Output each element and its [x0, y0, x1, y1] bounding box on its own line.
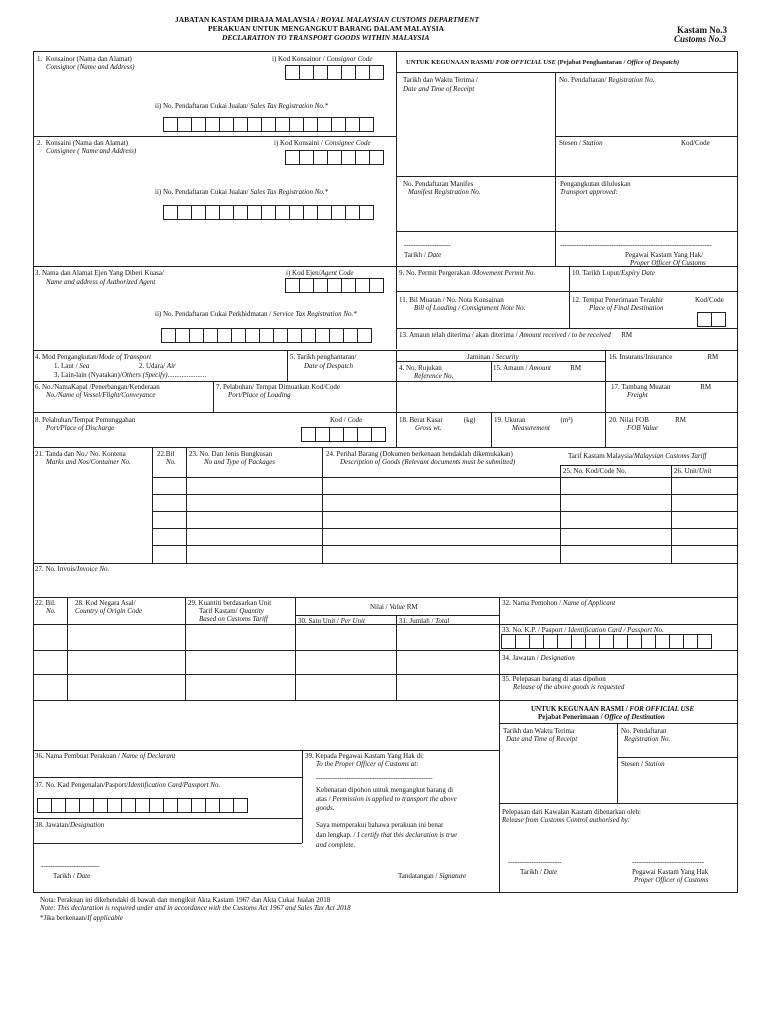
certify-line-1: Saya memperakui bahawa perakuan ini benar — [316, 821, 444, 829]
divider — [396, 72, 738, 73]
divider — [33, 381, 738, 382]
field-1-label-en: Consignor (Name and Address) — [46, 63, 135, 71]
transport-approved-label-en: Transport approved: — [560, 188, 618, 196]
consignor-tax-label: ii) No. Pendaftaran Cukai Jualan/ Sales Tax Registration No.* — [155, 102, 329, 110]
field-28-label: 28. Kod Negara Asal/ — [75, 599, 136, 607]
field-4b-label: 4. No. Rujukan — [399, 364, 442, 372]
field-38-label: 38. Jawatan/Designation — [35, 821, 105, 829]
divider — [671, 465, 672, 563]
field-39-label: 39. Kepada Pegawai Kastam Yang Hak di: — [305, 752, 424, 760]
consignor-tax-boxes[interactable] — [164, 117, 374, 132]
field-16-label: 16. Insurans/Insurance RM — [609, 353, 719, 361]
field-12-label-en: Place of Final Destination — [589, 304, 664, 312]
official2-release-label: Pelepasan dari Kawalan Kastam dibenarkan oleh: — [502, 808, 641, 816]
consignee-code-label: i) Kod Konsaini / Consignee Code — [274, 139, 371, 147]
divider — [152, 511, 738, 512]
field-8-label: 8. Pelabuhan/Tempat Pemunggahan — [35, 416, 136, 424]
field-29-label: 29. Kuantiti berdasarkan Unit — [188, 599, 272, 607]
field-12-label: 12. Tempat Penerimaan Terakhir — [572, 296, 664, 304]
transport-option-other[interactable]: 3. Lain-lain (Nyatakan)/Others (Specify)...................... — [54, 371, 207, 379]
official2-station-label: Stesen / Station — [621, 760, 665, 768]
official-officer-label-en: Proper Officer Of Customs — [630, 259, 706, 267]
field-17-label: 17. Tambang Muatan RM — [611, 383, 712, 391]
receipt-datetime-label-en: Date and Time of Receipt — [403, 85, 475, 93]
divider — [33, 650, 738, 651]
declarant-date-label: Tarikh / Date — [53, 872, 91, 880]
divider — [33, 624, 738, 625]
divider — [302, 750, 303, 843]
field-8-code-label: Kod / Code — [330, 416, 363, 424]
official-officer-dashes: ----------------------------------------------------------------- — [560, 241, 712, 249]
signature-label: Tandatangan / Signature — [398, 872, 467, 880]
field-17-label-en: Freight — [627, 391, 648, 399]
divider — [499, 723, 738, 724]
field-24-label-en: Description of Goods (Relevant documents must be submitted) — [340, 458, 516, 466]
divider — [152, 545, 738, 546]
divider — [33, 412, 738, 413]
divider — [33, 750, 499, 751]
divider — [185, 597, 186, 700]
field-25-label: 25. No. Kod/Code No. — [563, 467, 627, 475]
agent-code-label: i) Kod Ejen/Agent Code — [286, 269, 354, 277]
field-27-label: 27. No. Invois/Invoice No. — [35, 565, 110, 573]
official-date-label: Tarikh / Date — [404, 251, 442, 259]
divider — [396, 51, 397, 349]
field-33-label: 33. No. K.P. / Pasport / Identification Card / Passport No. — [502, 626, 664, 634]
header-line-1: JABATAN KASTAM DIRAJA MALAYSIA / ROYAL MALAYSIAN CUSTOMS DEPARTMENT — [175, 15, 480, 24]
field-8-label-en: Port/Place of Discharge — [46, 424, 115, 432]
destination-code-boxes[interactable] — [698, 312, 726, 327]
field-3-label-en: Name and address of Authorized Agent — [46, 278, 156, 286]
field-12-code-label: Kod/Code — [695, 296, 724, 304]
divider — [295, 615, 499, 616]
station-label: Stesen / Station — [559, 139, 603, 147]
field-19-label: 19. Ukuran (m³) — [494, 416, 573, 424]
field-6-label: 6. No./NamaKapal /Penerbangan/Kenderaan — [35, 383, 160, 391]
applicant-ic-boxes[interactable] — [502, 634, 712, 649]
field-2-label-en: Consignee ( Name and Address) — [46, 147, 137, 155]
consignee-tax-label: ii) No. Pendaftaran Cukai Jualan/ Sales Tax Registration No.* — [155, 188, 329, 196]
divider — [33, 447, 738, 448]
field-7-label: 7. Pelabuhan/ Tempat Dimuatkan Kod/Code — [216, 383, 340, 391]
divider — [33, 136, 396, 137]
field-18-label-en: Gross wt. — [415, 424, 442, 432]
official2-datetime-label: Tarikh dan Waktu Terima — [503, 727, 575, 735]
consignor-code-label: i) Kod Konsainor / Consignor Code — [272, 55, 373, 63]
discharge-code-boxes[interactable] — [302, 427, 386, 442]
field-22a-label-en: No. — [166, 458, 176, 466]
official2-regno-label: No. Pendaftaran — [621, 727, 667, 735]
field-11-label-en: Bill of Loading / Consignment Note No. — [414, 304, 526, 312]
agent-tax-boxes[interactable] — [162, 328, 372, 343]
divider — [152, 528, 738, 529]
divider — [396, 350, 397, 447]
field-4b-label-en: Reference No. — [414, 372, 454, 380]
official2-title-2: Pejabat Penerimaan / Office of Destination — [538, 713, 665, 721]
official2-date-label: Tarikh / Date — [520, 868, 558, 876]
header-line-2: PERAKUAN UNTUK MENGANGKUT BARANG DALAM MALAYSIA — [208, 24, 445, 33]
field-39-label-en: To the Proper Officer of Customs at: — [316, 760, 419, 768]
divider — [67, 597, 68, 700]
divider — [569, 266, 570, 328]
consignor-code-boxes[interactable] — [286, 65, 384, 80]
divider — [33, 777, 302, 778]
declarant-ic-boxes[interactable] — [38, 798, 248, 813]
field-35-label-en: Release of the above goods is requested — [513, 683, 625, 691]
declarant-date-dashes: ------------------------- — [41, 862, 100, 870]
consignee-code-boxes[interactable] — [286, 150, 384, 165]
agent-code-boxes[interactable] — [286, 278, 384, 293]
divider — [33, 818, 302, 819]
divider — [33, 700, 499, 701]
official-officer-label: Pegawai Kastam Yang Hak/ — [625, 251, 704, 259]
certify-line-3: and complete. — [316, 841, 356, 849]
transport-approved-label: Pengangkutan diluluskan — [560, 180, 631, 188]
divider — [396, 615, 397, 700]
value-label: Nilai / Value RM — [370, 603, 418, 611]
field-22-label-en: No. — [46, 607, 56, 615]
permission-line-2: atas / Permission is applied to transport the above — [316, 795, 457, 803]
certify-line-2: dan lengkap. / I certify that this declaration is true — [316, 831, 458, 839]
field-28-label-en: Country of Origin Code — [75, 607, 143, 615]
official2-officer-dashes: ------------------------------- — [632, 858, 705, 866]
divider — [33, 563, 738, 564]
divider — [396, 361, 605, 362]
official2-officer-label: Pegawai Kastam Yang Hak — [632, 868, 709, 876]
manifest-label: No. Pendaftaran Manifes — [403, 180, 474, 188]
divider — [491, 412, 492, 447]
divider — [560, 465, 561, 563]
field-4-label: 4. Mod Pengangkutan/Mode of Transport — [35, 353, 152, 361]
field-20-label: 20. Nilai FOB RM — [609, 416, 687, 424]
divider — [33, 597, 738, 598]
security-label: Jaminan / Security — [467, 353, 519, 361]
permission-line-1: Kebenaran dipohon untuk mengangkut barang di — [316, 786, 454, 794]
field-30-label: 30. Satu Unit / Per Unit — [298, 617, 365, 625]
field-22a-label: 22.Bil — [157, 450, 175, 458]
divider — [555, 136, 738, 137]
manifest-label-en: Manifest Registration No. — [408, 188, 481, 196]
field-9-label: 9. No. Permit Pergerakan /Movement Permit No. — [399, 269, 536, 277]
field-29-label-2: Tarif Kastam/ Quantity — [199, 607, 264, 615]
divider — [287, 350, 288, 382]
official2-date-dashes: ----------------------- — [508, 858, 562, 866]
field-5-label: 5. Tarikh penghantaran/ — [290, 353, 357, 361]
divider — [491, 361, 492, 381]
field-22-label: 22. Bil. — [35, 599, 56, 607]
field-37-label: 37. No. Kad Pengenalan/Pasport/Identification Card/Passport No. — [35, 781, 221, 789]
field-20-label-en: FOB Value — [627, 424, 658, 432]
form-number-en: Customs No.3 — [674, 34, 727, 44]
divider — [396, 328, 738, 329]
official2-officer-label-en: Proper Officer of Customs — [634, 876, 709, 884]
field-5-label-en: Date of Despatch — [304, 362, 353, 370]
field-18-label: 18. Berat Kasar (kg) — [399, 416, 476, 424]
field-29-label-en: Based on Customs Tariff — [199, 615, 268, 623]
divider — [33, 674, 738, 675]
field-35-label: 35. Pelepasan barang di atas dipohon — [502, 675, 606, 683]
station-code-label: Kod/Code — [681, 139, 710, 147]
form-number: Kastam No.3 — [677, 25, 727, 35]
transport-option-sea[interactable]: 1. Laut / Sea — [54, 362, 90, 370]
divider — [152, 494, 738, 495]
field-13-label: 13. Amaun telah diterima / akan diterima / Amount received / to be received RM — [399, 331, 633, 339]
divider — [396, 176, 738, 177]
divider — [396, 231, 738, 232]
divider — [617, 757, 738, 758]
field-39-dashes: -------------------------------------------------- — [316, 774, 433, 782]
receipt-datetime-label: Tarikh dan Waktu Terima / — [403, 76, 478, 84]
field-3-label: 3. Nama dan Alamat Ejen Yang Diberi Kuasa/ — [35, 269, 164, 277]
official-date-dashes: -------------------- — [404, 241, 451, 249]
divider — [560, 465, 738, 466]
agent-tax-label: ii) No. Pendaftaran Cukai Perkhidmatan / Service Tax Registration No.* — [155, 310, 357, 318]
official-use-title: UNTUK KEGUNAAN RASMI/ FOR OFFICIAL USE (Pejabat Penghantaran / Office of Despatch) — [406, 59, 680, 66]
registration-no-label: No. Pendaftaran/ Registration No. — [559, 76, 655, 84]
divider — [33, 843, 302, 844]
field-15-label: 15. Amaun / Amount RM — [493, 364, 582, 372]
field-23-label-en: No and Type of Packages — [204, 458, 276, 466]
field-21-label-en: Marks and Nos/Container No. — [46, 458, 131, 466]
field-1-label: 1. Konsainor (Nama dan Alamat) — [37, 55, 132, 63]
divider — [152, 477, 738, 478]
divider — [617, 723, 618, 803]
field-23-label: 23. No. Dan Jenis Bungkusan — [189, 450, 273, 458]
official2-datetime-label-en: Date and Time of Receipt — [506, 735, 578, 743]
field-21-label: 21. Tanda dan No./ No. Kontena — [35, 450, 126, 458]
permission-line-3: goods. — [316, 804, 335, 812]
divider — [33, 350, 738, 351]
official2-title: UNTUK KEGUNAAN RASMI / FOR OFFICIAL USE — [531, 705, 695, 713]
field-11-label: 11. Bil Muatan / No. Nota Konsainan — [399, 296, 504, 304]
field-36-label: 36. Nama Pembuat Perakuan / Name of Declarant — [35, 752, 176, 760]
official2-release-label-en: Release from Customs Control authorised by: — [502, 816, 631, 824]
divider — [396, 291, 738, 292]
divider — [555, 72, 556, 266]
field-32-label: 32. Nama Pemohon / Name of Applicant — [502, 599, 616, 607]
field-31-label: 31. Jumlah / Total — [399, 617, 450, 625]
transport-option-air[interactable]: 2. Udara/ Air — [139, 362, 176, 370]
divider — [213, 381, 214, 412]
tariff-label: Tarif Kastam Malaysia/Malaysian Customs Tariff — [568, 452, 707, 460]
note-line-3: *Jika berkenaan/If applicable — [40, 914, 123, 922]
field-6-label-en: No./Name of Vessel/Flight/Conveyance — [46, 391, 156, 399]
field-7-label-en: Port/Place of Loading — [228, 391, 291, 399]
divider — [605, 350, 606, 447]
field-34-label: 34. Jawatan / Designation — [502, 654, 575, 662]
note-line-2: Note: This declaration is required under and in accordance with the Customs Act 1967 and Sales Tax Act 2018 — [40, 904, 351, 912]
field-2-label: 2. Konsainі (Nama dan Alamat) — [37, 139, 128, 147]
consignee-tax-boxes[interactable] — [164, 205, 374, 220]
official2-regno-label-en: Registration No. — [624, 735, 671, 743]
field-26-label: 26. Unit/Unit — [674, 467, 712, 475]
header-line-3: DECLARATION TO TRANSPORT GOODS WITHIN MALAYSIA — [222, 33, 430, 42]
note-line-1: Nota: Perakuan ini dikehendaki di bawah dan mengikut Akta Kastam 1967 dan Akta Cukai Jualan 2018 — [40, 896, 331, 904]
field-19-label-en: Measurement — [512, 424, 550, 432]
field-24-label: 24. Perihal Barang (Dokumen berkenaan hendaklah dikemukakan) — [326, 450, 513, 458]
field-10-label: 10. Tarikh Luput/Expiry Date — [572, 269, 655, 277]
divider — [499, 803, 738, 804]
divider — [295, 597, 296, 700]
